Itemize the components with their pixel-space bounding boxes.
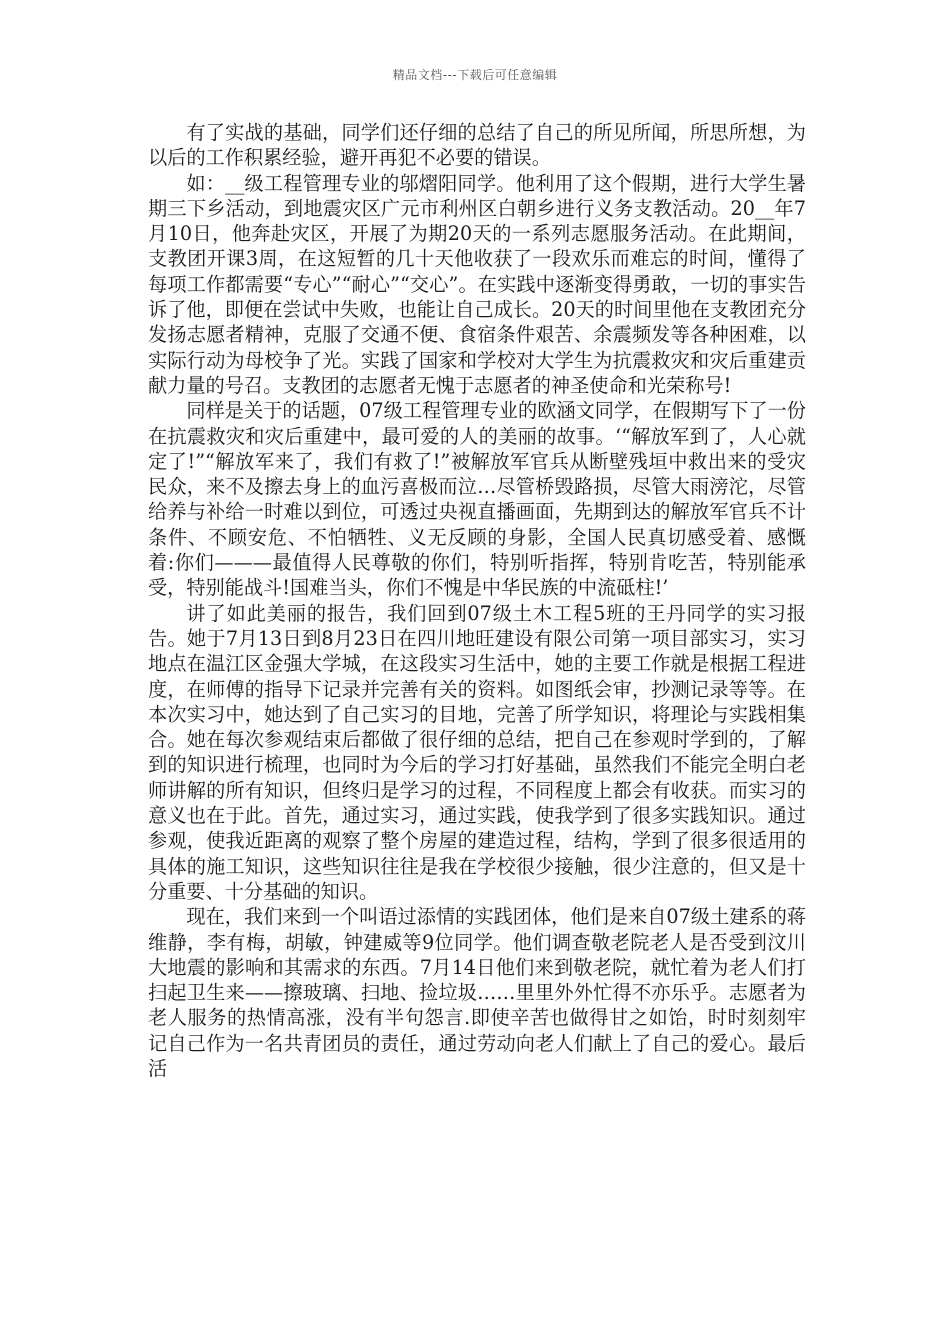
paragraph-4: 讲了如此美丽的报告，我们回到07级土木工程5班的王丹同学的实习报告。她于7月13日到8月23日在四川地旺建设有限公司第一项目部实习，实习地点在温江区金强大学城，在这段实习生活中，她的主要工作就是根据工程进度，在师傅的指导下记录并完善有关的资料。如图纸会审，抄测记录等等。在本次实习中，她达到了自己实习的目地，完善了所学知识，将理论与实践相集合。她在每次参观结束后都做了很仔细的总结，把自己在参观时学到的，了解到的知识进行梳理，也同时为今后的学习打好基础，虽然我们不能完全明白老师讲解的所有知识，但终归是学习的过程，不同程度上都会有收获。而实习的意义也在于此。首先，通过实习，通过实践，使我学到了很多实践知识。通过参观，使我近距离的观察了整个房屋的建造过程，结构，学到了很多很适用的具体的施工知识，这些知识往往是我在学校很少接触，很少注意的，但又是十分重要、十分基础的知识。 — [148, 601, 806, 903]
paragraph-1: 有了实战的基础，同学们还仔细的总结了自己的所见所闻，所思所想，为以后的工作积累经验，避开再犯不必要的错误。 — [148, 121, 806, 170]
document-body — [148, 120, 806, 1081]
paragraph-3: 同样是关于的话题，07级工程管理专业的欧涵文同学，在假期写下了一份在抗震救灾和灾后重建中，最可爱的人的美丽的故事。‘“解放军到了，人心就定了!”“解放军来了，我们有救了!”被解放军官兵从断壁残垣中救出来的受灾民众，来不及擦去身上的血污喜极而泣…尽管桥毁路损，尽管大雨滂沱，尽管给养与补给一时难以到位，可透过央视直播画面，先期到达的解放军官兵不计条件、不顾安危、不怕牺牲、义无反顾的身影，全国人民真切感受着、感慨着:你们———最值得人民尊敬的你们，特别听指挥，特别肯吃苦，特别能承受，特别能战斗!国难当头，你们不愧是中华民族的中流砥柱!’ — [148, 399, 806, 600]
page-header: 精品文档---下载后可任意编辑 — [392, 68, 558, 82]
paragraph-5: 现在，我们来到一个叫语过添情的实践团体，他们是来自07级土建系的蒋维静，李有梅，胡敏，钟建威等9位同学。他们调查敬老院老人是否受到汶川大地震的影响和其需求的东西。7月14日他们来到敬老院，就忙着为老人们打扫起卫生来——擦玻璃、扫地、捡垃圾……里里外外忙得不亦乐乎。志愿者为老人服务的热情高涨，没有半句怨言.即使辛苦也做得甘之如饴，时时刻刻牢记自己作为一名共青团员的责任，通过劳动向老人们献上了自己的爱心。最后活 — [148, 905, 806, 1080]
paragraph-2: 如：__级工程管理专业的邬熠阳同学。他利用了这个假期，进行大学生暑期三下乡活动，到地震灾区广元市利州区白朝乡进行义务支教活动。20__年7月10日，他奔赴灾区，开展了为期20天的一系列志愿服务活动。在此期间，支教团开课3周，在这短暂的几十天他收获了一段欢乐而难忘的时间，懂得了每项工作都需要“专心”“耐心”“交心”。在实践中逐渐变得勇敢，一切的事实告诉了他，即便在尝试中失败，也能让自己成长。20天的时间里他在支教团充分发扬志愿者精神，克服了交通不便、食宿条件艰苦、余震频发等各种困难，以实际行动为母校争了光。实践了国家和学校对大学生为抗震救灾和灾后重建贡献力量的号召。支教团的志愿者无愧于志愿者的神圣使命和光荣称号! — [148, 171, 806, 397]
